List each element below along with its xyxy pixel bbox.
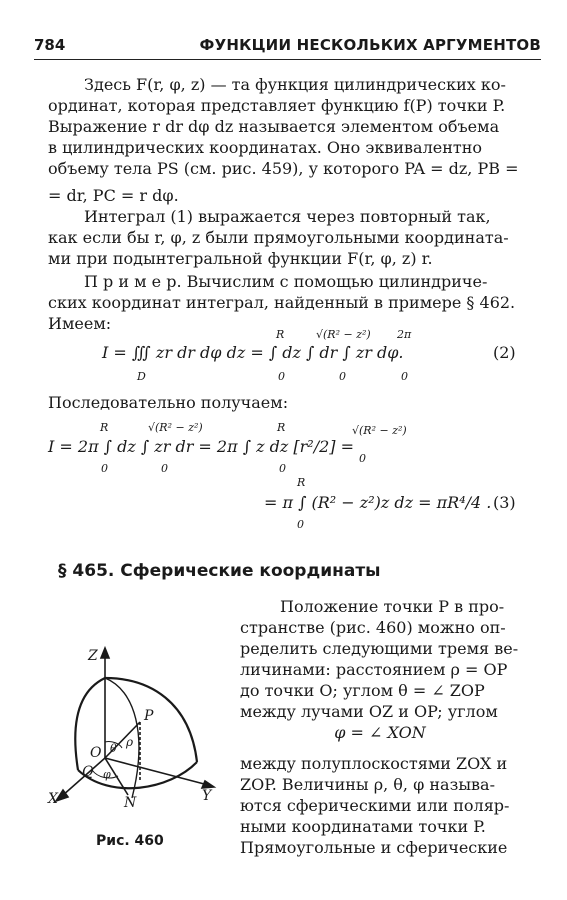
eq2-lower-limit: 0 xyxy=(401,370,408,383)
z-arrow-icon xyxy=(101,648,109,658)
equation-number: (2) xyxy=(493,343,516,362)
text-line: Прямоугольные и сферические xyxy=(240,838,508,857)
text-line: в цилиндрических координатах. Оно эквивалентно xyxy=(48,138,483,157)
eq2-upper-limit: R xyxy=(276,328,285,341)
text-line: личинами: расстоянием ρ = OP xyxy=(240,660,508,679)
figure-caption: Рис. 460 xyxy=(96,833,164,849)
y-axis xyxy=(105,758,208,785)
eq2-upper-limit: √(R² − z²) xyxy=(316,328,371,341)
label-y: Y xyxy=(202,788,212,804)
label-p: P xyxy=(144,708,154,724)
text-line: Положение точки P в про- xyxy=(280,597,505,616)
text-line: Здесь F(r, φ, z) — та функция цилиндрических ко- xyxy=(84,75,506,94)
text-line: объему тела PS (см. рис. 459), у которого PA = dz, PB = xyxy=(48,159,519,178)
equation-3a: I = 2π ∫ dz ∫ zr dr = 2π ∫ z dz [r²/2] = xyxy=(48,437,354,456)
eq3a-upper-limit: √(R² − z²) xyxy=(148,421,203,434)
text-line: ются сферическими или поляр- xyxy=(240,796,510,815)
text-line: ными координатами точки P. xyxy=(240,817,486,836)
eq3a-lower-limit: 0 xyxy=(359,452,366,465)
label-phi: φ xyxy=(103,768,111,781)
equation-3b: = π ∫ (R² − z²)z dz = πR⁴/4 . xyxy=(264,493,492,512)
eq3b-lower-limit: 0 xyxy=(297,518,304,531)
eq2-domain: D xyxy=(137,370,146,383)
text-line: между лучами OZ и OP; углом xyxy=(240,702,498,721)
label-o: O xyxy=(90,745,102,761)
text-line: Интеграл (1) выражается через повторный так, xyxy=(84,207,491,226)
equation-number: (3) xyxy=(493,493,516,512)
eq3b-upper-limit: R xyxy=(297,476,306,489)
label-n: N xyxy=(124,795,137,811)
text-line: Имеем: xyxy=(48,314,112,333)
paragraph-3 xyxy=(48,271,520,334)
label-x: X xyxy=(48,791,58,807)
eq3a-lower-limit: 0 xyxy=(279,462,286,475)
right-column-text xyxy=(240,596,520,722)
label-theta: θ xyxy=(110,742,117,755)
running-title: ФУНКЦИИ НЕСКОЛЬКИХ АРГУМЕНТОВ xyxy=(199,36,541,54)
label-z: Z xyxy=(88,648,98,664)
eq3a-lower-limit: 0 xyxy=(101,462,108,475)
text-line: П р и м е р. Вычислим с помощью цилиндриче- xyxy=(84,272,488,291)
text-line: ординат, которая представляет функцию f(P) точки P. xyxy=(48,96,506,115)
eq2-upper-limit: 2π xyxy=(397,328,412,341)
label-q: Q xyxy=(82,764,94,780)
text-line: = dr, PC = r dφ. xyxy=(48,186,179,205)
right-column-text-2 xyxy=(240,753,520,858)
eq3a-upper-limit: R xyxy=(100,421,109,434)
label-rho: ρ xyxy=(126,735,134,749)
header-rule xyxy=(34,59,541,60)
text-line: между полуплоскостями ZOX и xyxy=(240,754,508,773)
page-number: 784 xyxy=(34,36,66,54)
section-heading: § 465. Сферические координаты xyxy=(58,561,381,581)
paragraph-2 xyxy=(48,206,520,269)
paragraph-1 xyxy=(48,74,520,206)
y-arrow-icon xyxy=(202,781,214,788)
equation-2: I = ∭ zr dr dφ dz = ∫ dz ∫ dr ∫ zr dφ. xyxy=(102,343,404,362)
text-line: ми при подынтегральной функции F(r, φ, z) r. xyxy=(48,249,433,268)
text-line: ZOP. Величины ρ, θ, φ называ- xyxy=(240,775,495,794)
spherical-coordinates-figure xyxy=(40,640,230,830)
text-line: странстве (рис. 460) можно оп- xyxy=(240,618,506,637)
running-header xyxy=(34,36,541,58)
eq3a-lower-limit: 0 xyxy=(161,462,168,475)
text-line: ских координат интеграл, найденный в примере § 462. xyxy=(48,293,516,312)
eq3a-upper-limit: √(R² − z²) xyxy=(352,424,407,437)
text-line: до точки O; углом θ = ∠ ZOP xyxy=(240,681,485,700)
text-line: как если бы r, φ, z были прямоугольными координата- xyxy=(48,228,509,247)
eq2-lower-limit: 0 xyxy=(278,370,285,383)
eq3a-upper-limit: R xyxy=(277,421,286,434)
sequential-label: Последовательно получаем: xyxy=(48,393,289,412)
phi-equation: φ = ∠ XON xyxy=(334,723,426,742)
text-line: ределить следующими тремя ве- xyxy=(240,639,519,658)
text-line: Выражение r dr dφ dz называется элементом объема xyxy=(48,117,500,136)
eq2-lower-limit: 0 xyxy=(339,370,346,383)
